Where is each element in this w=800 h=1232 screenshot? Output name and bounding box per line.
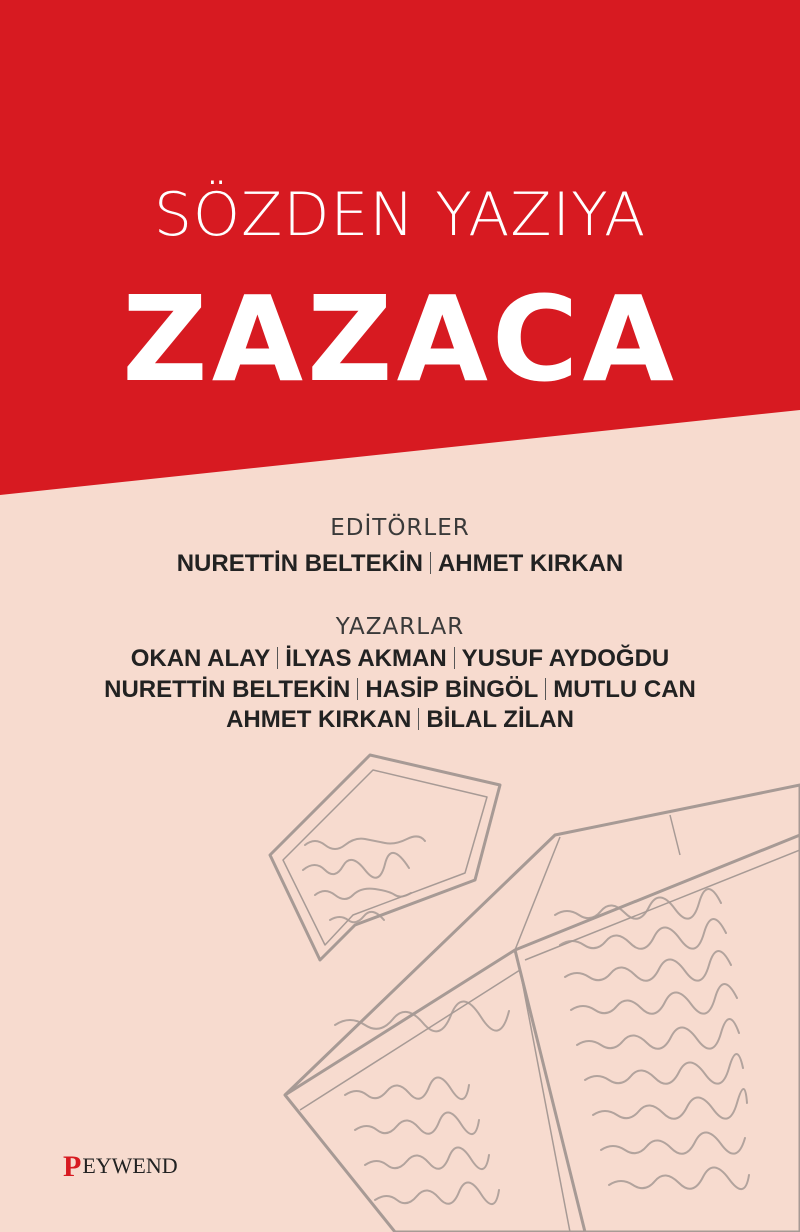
separator	[430, 552, 431, 574]
editor-name: AHMET KIRKAN	[437, 550, 624, 577]
separator	[357, 678, 358, 700]
separator	[454, 647, 455, 669]
publisher-initial: P	[63, 1150, 82, 1183]
author-name: OKAN ALAY	[130, 645, 271, 672]
editor-name: NURETTİN BELTEKİN	[176, 550, 423, 577]
author-name: BİLAL ZİLAN	[426, 706, 574, 733]
author-name: NURETTİN BELTEKİN	[104, 676, 351, 703]
editors-list	[0, 550, 800, 578]
book-title: ZAZACA	[122, 270, 678, 408]
manuscript-illustration-icon	[225, 745, 800, 1232]
editors-label: EDİTÖRLER	[330, 515, 470, 541]
authors-label: YAZARLAR	[335, 614, 465, 640]
book-subtitle: SÖZDEN YAZIYA	[153, 180, 647, 250]
author-name: MUTLU CAN	[553, 676, 696, 703]
author-name: AHMET KIRKAN	[226, 706, 412, 733]
publisher-name: EYWEND	[82, 1153, 178, 1178]
author-name: YUSUF AYDOĞDU	[461, 645, 670, 672]
publisher-logo	[63, 1150, 178, 1184]
authors-row	[0, 676, 800, 704]
separator	[545, 678, 546, 700]
author-name: HASİP BİNGÖL	[365, 676, 539, 703]
author-name: İLYAS AKMAN	[285, 645, 447, 672]
authors-row	[0, 706, 800, 734]
authors-row	[0, 645, 800, 673]
separator	[418, 708, 419, 730]
separator	[277, 647, 278, 669]
